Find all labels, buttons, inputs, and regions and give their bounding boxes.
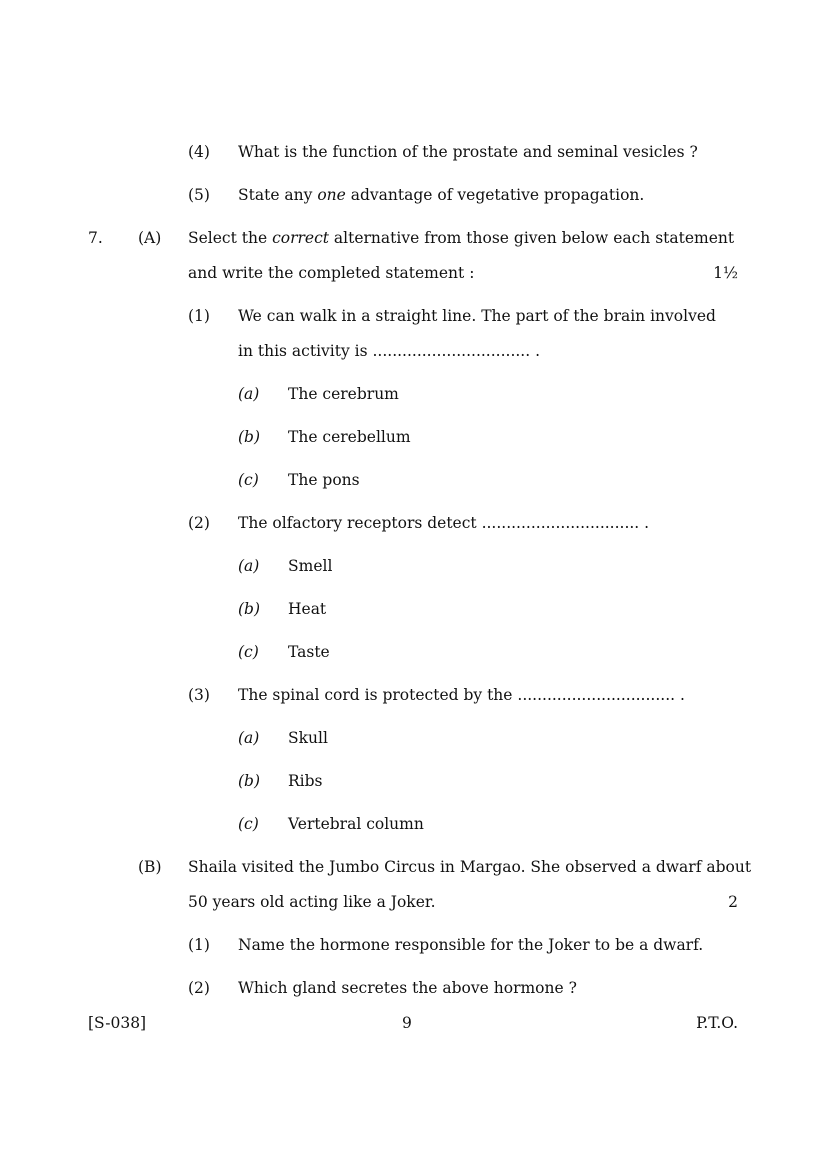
q7A-item2-option-c-label: (c): [238, 643, 259, 661]
q7B-item1-text: Name the hormone responsible for the Joker to be a dwarf.: [238, 936, 704, 954]
q7A-item2-option-b-label: (b): [238, 600, 261, 618]
q7-partB-marks: 2: [728, 893, 738, 911]
q7-number: 7.: [88, 229, 103, 247]
q7A-item1-option-c-text: The pons: [288, 471, 360, 489]
q7A-item3-option-a-text: Skull: [288, 729, 328, 747]
q7A-item1-option-a-label: (a): [238, 385, 260, 403]
q7A-item3-number: (3): [188, 686, 210, 704]
q7A-item2-option-a-text: Smell: [288, 557, 333, 575]
q7A-item1-number: (1): [188, 307, 210, 325]
q6-item4-text: What is the function of the prostate and seminal vesicles ?: [238, 143, 698, 161]
q7-partB-line1: Shaila visited the Jumbo Circus in Margao. She observed a dwarf about: [188, 858, 752, 876]
q7A-item2-option-a-label: (a): [238, 557, 260, 575]
q7A-item1-option-b-text: The cerebellum: [288, 428, 411, 446]
q7-partB-label: (B): [138, 858, 162, 876]
q7-partB-line2: 50 years old acting like a Joker.: [188, 893, 436, 911]
q7A-item2-option-c-text: Taste: [288, 643, 330, 661]
q7A-item3-option-b-text: Ribs: [288, 772, 323, 790]
q7A-item3-option-a-label: (a): [238, 729, 260, 747]
q7A-item1-line1: We can walk in a straight line. The part of the brain involved: [238, 307, 716, 325]
q7A-item1-option-a-text: The cerebrum: [288, 385, 399, 403]
q7A-item1-option-b-label: (b): [238, 428, 261, 446]
q7A-item3-line1: The spinal cord is protected by the ................................ .: [238, 686, 685, 704]
q7A-item2-line1: The olfactory receptors detect ................................ .: [238, 514, 650, 532]
q7A-item1-line2: in this activity is ................................ .: [238, 342, 541, 360]
q7A-item3-option-c-label: (c): [238, 815, 259, 833]
paper-code: [S-038]: [88, 1014, 147, 1032]
q6-item5-number: (5): [188, 186, 210, 204]
q7A-item2-option-b-text: Heat: [288, 600, 327, 618]
q7B-item2-text: Which gland secretes the above hormone ?: [238, 979, 577, 997]
q7A-item3-option-b-label: (b): [238, 772, 261, 790]
q7-partA-marks: 1½: [713, 264, 738, 282]
q7B-item2-number: (2): [188, 979, 210, 997]
q7A-item3-option-c-text: Vertebral column: [288, 815, 424, 833]
page-number: 9: [402, 1014, 412, 1032]
q6-item5-text: State any one advantage of vegetative propagation.: [238, 186, 645, 204]
q7-partA-label: (A): [138, 229, 162, 247]
q7A-item1-option-c-label: (c): [238, 471, 259, 489]
q7-partA-instruction-line2: and write the completed statement :: [188, 264, 475, 282]
pto-note: P.T.O.: [696, 1014, 738, 1032]
q7B-item1-number: (1): [188, 936, 210, 954]
q7-partA-instruction-line1: Select the correct alternative from those given below each statement: [188, 229, 735, 247]
q6-item4-number: (4): [188, 143, 210, 161]
q7A-item2-number: (2): [188, 514, 210, 532]
